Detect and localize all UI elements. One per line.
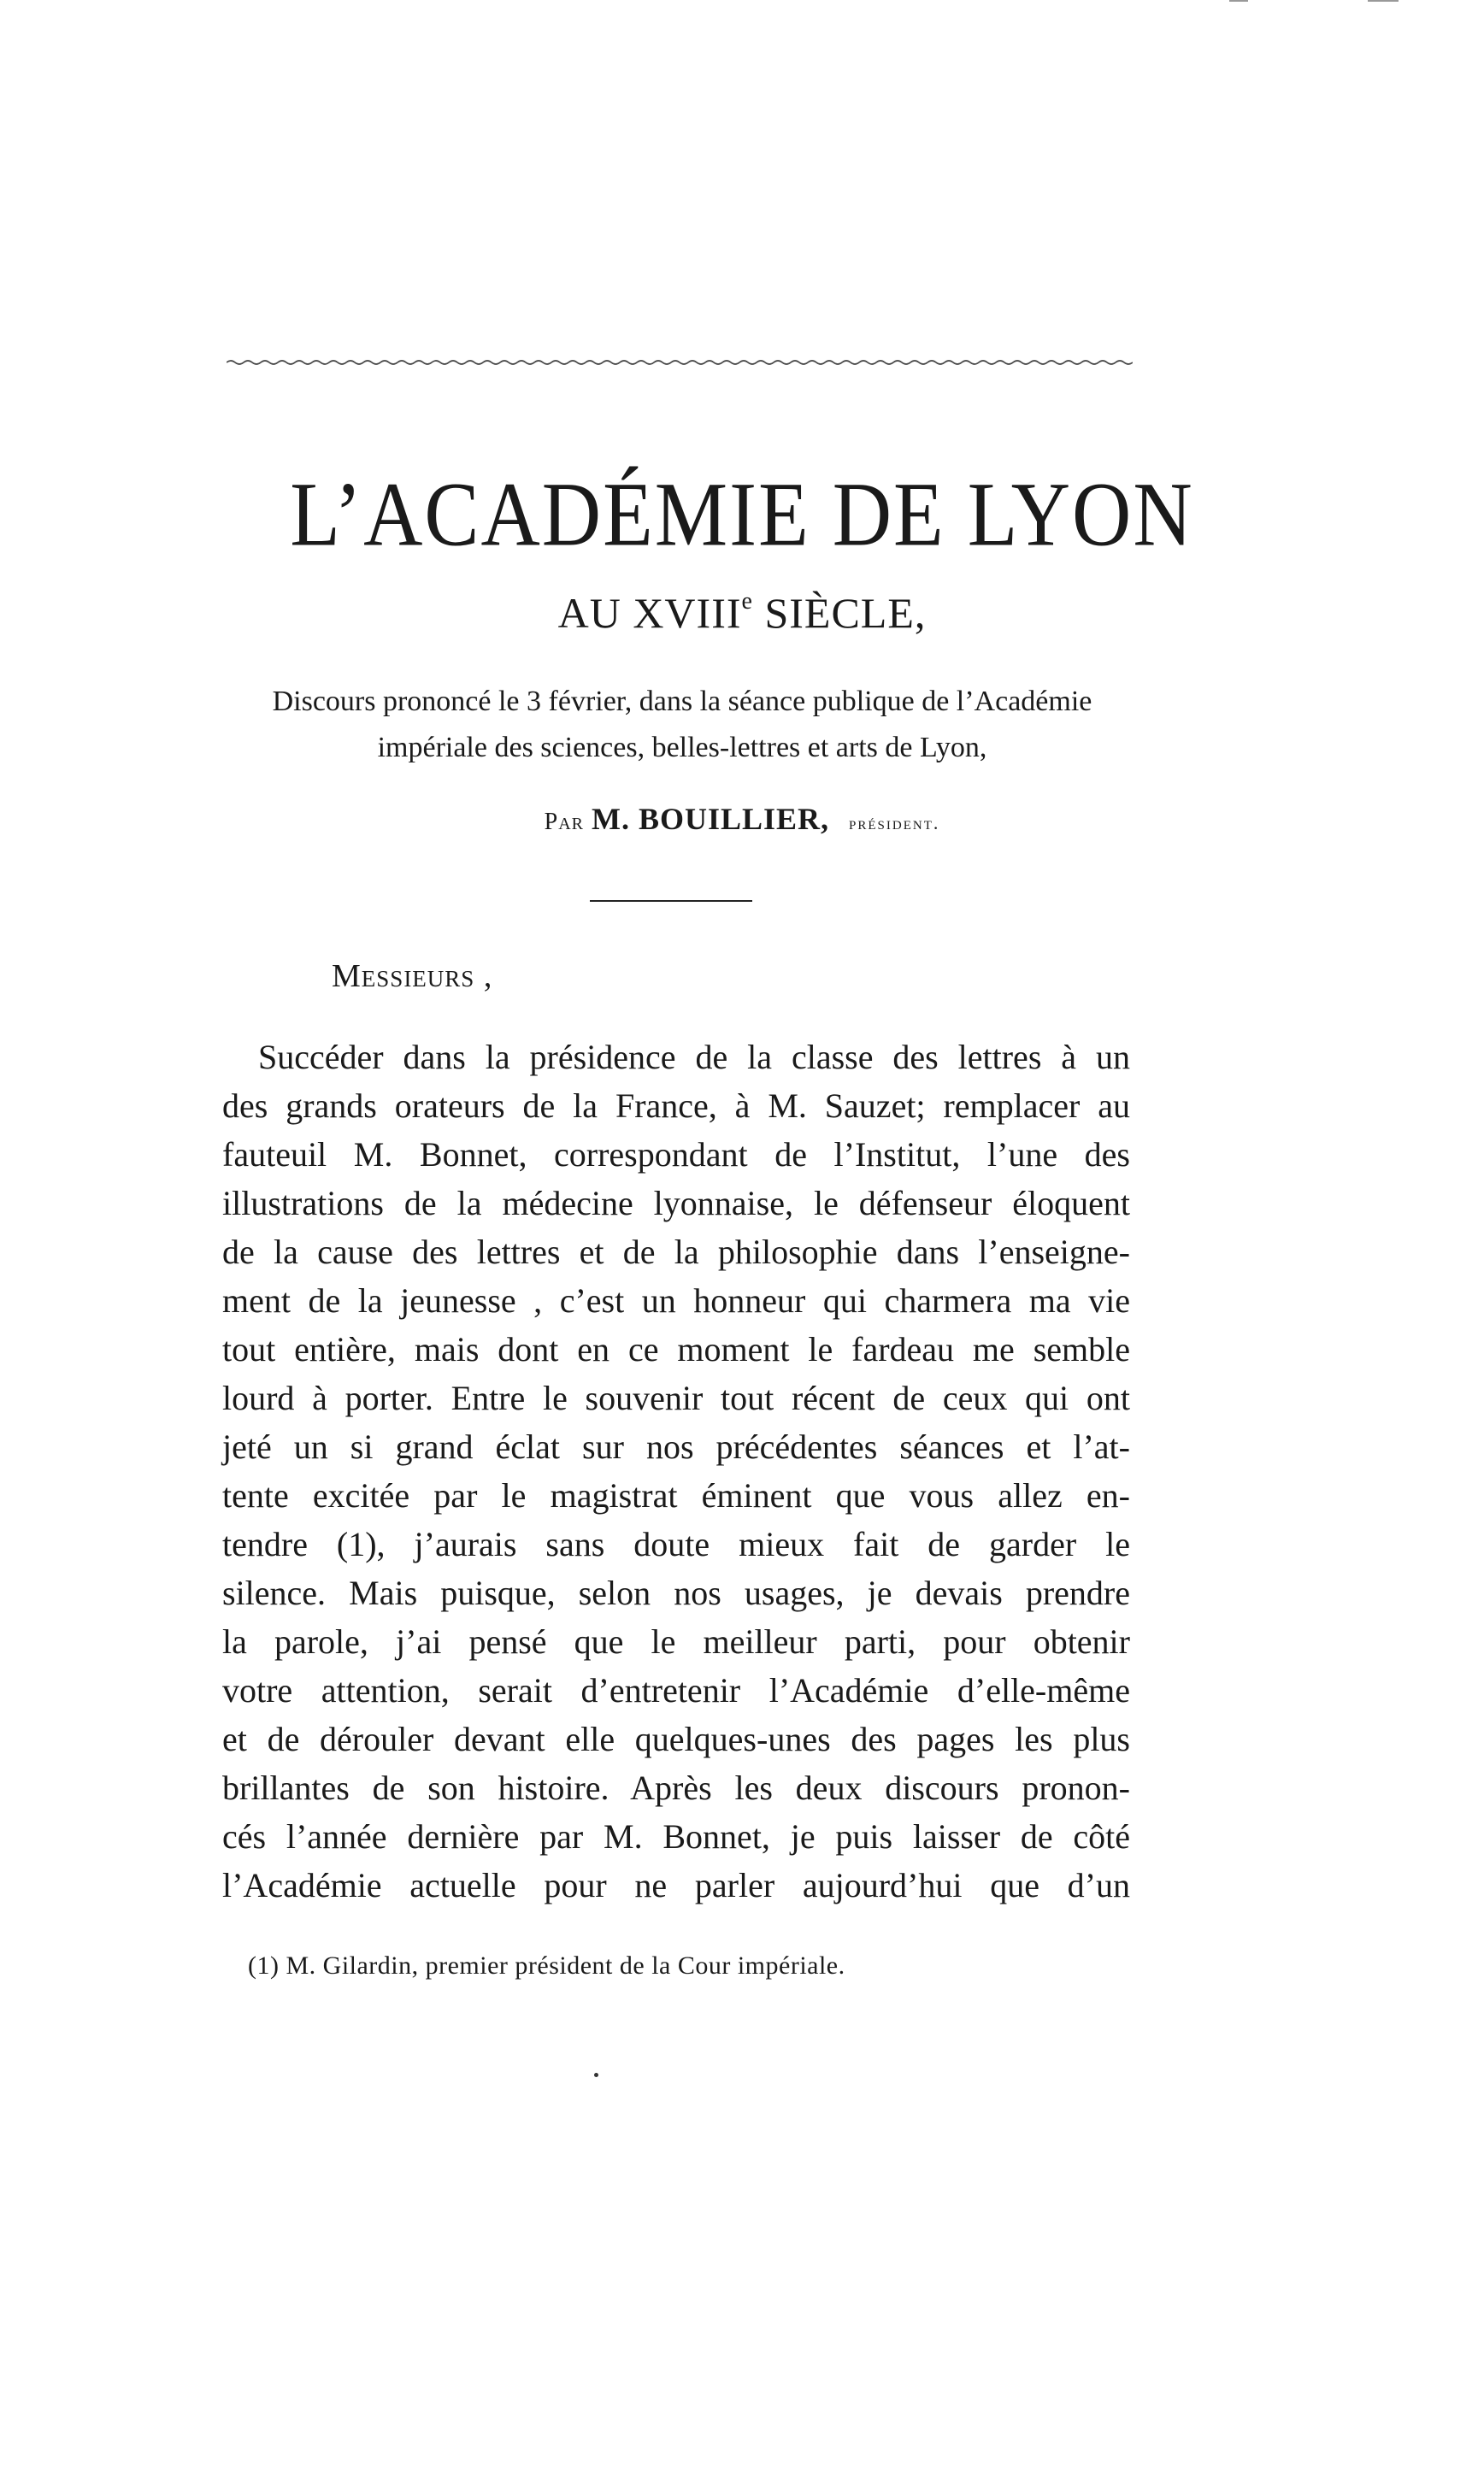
section-divider [590, 900, 752, 902]
body-line: fauteuil M. Bonnet, correspondant de l’Institut, l’une des [222, 1135, 1130, 1174]
decorative-wavy-rule [227, 357, 1133, 368]
scan-edge-mark [1368, 0, 1399, 2]
body-line: silence. Mais puisque, selon nos usages, je devais prendre [222, 1574, 1130, 1612]
body-line: tendre (1), j’aurais sans doute mieux fait de garder le [222, 1525, 1130, 1563]
byline-par: Par [544, 809, 584, 835]
body-line: votre attention, serait d’entretenir l’Académie d’elle-même [222, 1671, 1130, 1710]
subtitle-prefix: AU XVIII [557, 589, 742, 637]
body-line: l’Académie actuelle pour ne parler aujourd’hui que d’un [222, 1866, 1130, 1904]
body-line: tout entière, mais dont en ce moment le fardeau me semble [222, 1330, 1130, 1369]
body-line: ment de la jeunesse , c’est un honneur qui charmera ma vie [222, 1281, 1130, 1320]
subtitle-superscript: e [741, 588, 753, 615]
ink-speck [594, 2073, 598, 2077]
occasion-note [231, 679, 1134, 771]
subtitle-suffix: SIÈCLE, [752, 589, 927, 637]
body-text [222, 1033, 1130, 1910]
byline [0, 803, 1484, 834]
byline-role: président. [849, 812, 940, 833]
subtitle [0, 588, 1484, 637]
body-line: tente excitée par le magistrat éminent que vous allez en- [222, 1476, 1130, 1515]
occasion-line: impériale des sciences, belles-lettres et arts de Lyon, [377, 732, 987, 763]
body-line: cés l’année dernière par M. Bonnet, je puis laisser de côté [222, 1817, 1130, 1856]
body-line: lourd à porter. Entre le souvenir tout récent de ceux qui ont [222, 1379, 1130, 1417]
scan-edge-mark [1229, 0, 1248, 2]
body-line: illustrations de la médecine lyonnaise, le défenseur éloquent [222, 1184, 1130, 1222]
body-line: jeté un si grand éclat sur nos précédentes séances et l’at- [222, 1427, 1130, 1466]
page-title: L’ACADÉMIE DE LYON [290, 462, 1194, 566]
body-line: la parole, j’ai pensé que le meilleur parti, pour obtenir [222, 1622, 1130, 1661]
body-line: et de dérouler devant elle quelques-unes des pages les plus [222, 1720, 1130, 1758]
byline-author: M. BOUILLIER, [591, 802, 830, 836]
salutation: Messieurs , [332, 958, 493, 994]
body-line: Succéder dans la présidence de la classe des lettres à un [258, 1038, 1130, 1076]
body-line: de la cause des lettres et de la philosophie dans l’enseigne- [222, 1233, 1130, 1271]
footnote: (1) M. Gilardin, premier président de la Cour impériale. [248, 1951, 845, 1980]
body-line: brillantes de son histoire. Après les deux discours pronon- [222, 1769, 1130, 1807]
occasion-line: Discours prononcé le 3 février, dans la séance publique de l’Académie [272, 686, 1092, 717]
body-line: des grands orateurs de la France, à M. Sauzet; remplacer au [222, 1086, 1130, 1125]
